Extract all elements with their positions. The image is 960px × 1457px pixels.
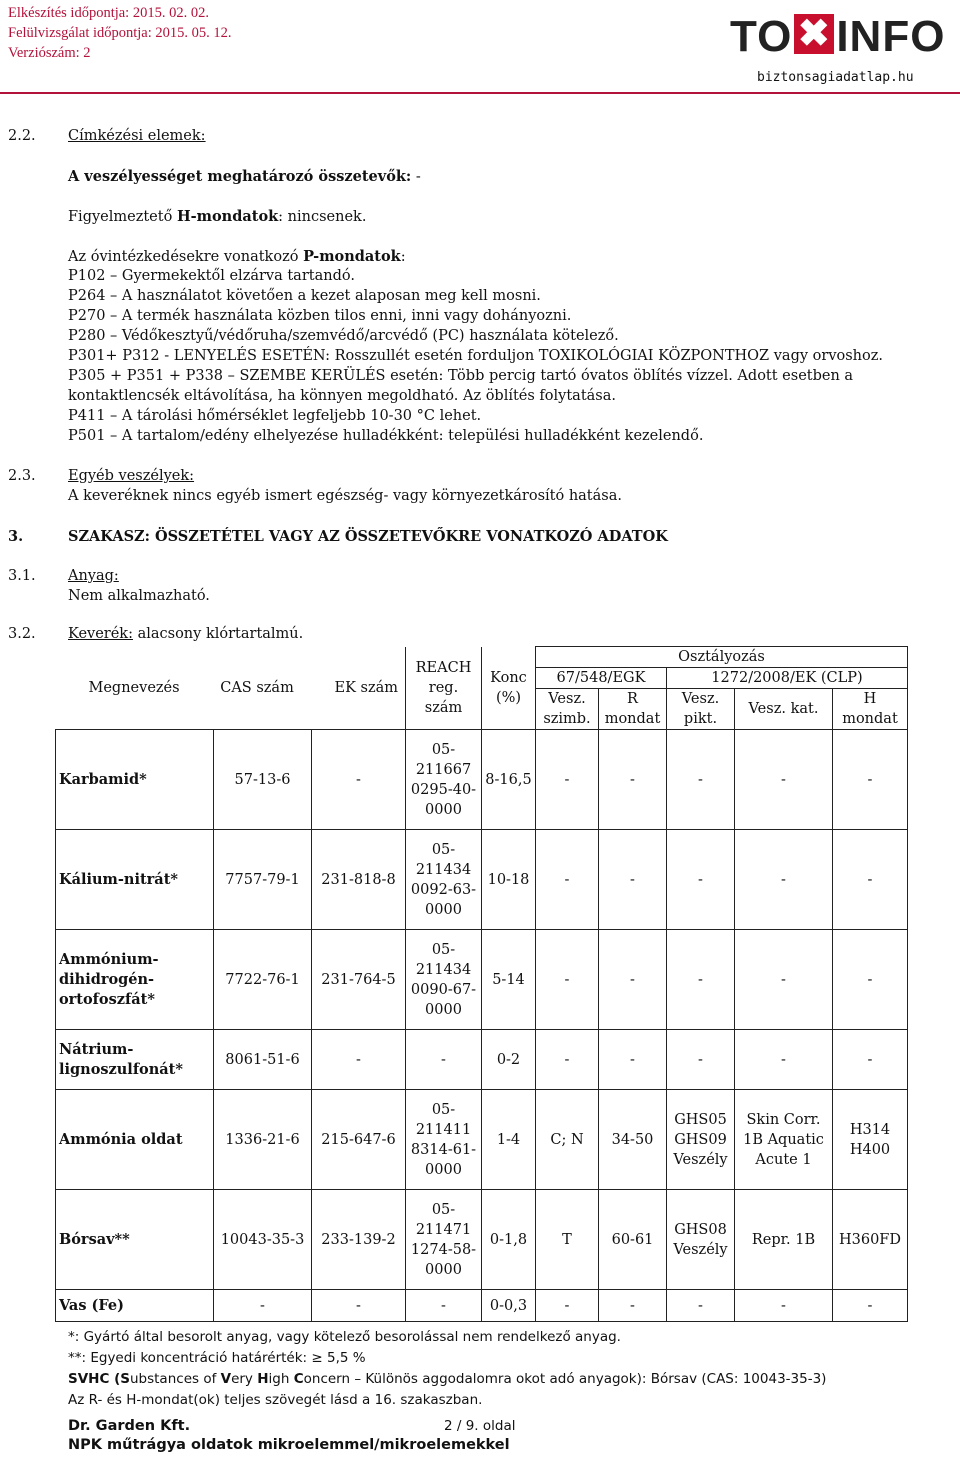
footer-page-number: 2 / 9. oldal	[444, 1418, 516, 1434]
col-header-directive: 67/548/EGK	[536, 668, 667, 689]
section-2-3-title: Egyéb veszélyek:	[68, 468, 195, 484]
p-statement: P280 – Védőkesztyű/védőruha/szemvédő/arcvédő (PC) használata kötelező.	[68, 328, 619, 344]
table-row: Vas (Fe) - - - 0-0,3 - - - - -	[56, 1290, 908, 1322]
p-statements-heading: Az óvintézkedésekre vonatkozó P-mondatok:	[68, 248, 406, 265]
footnote-svhc: SVHC (Substances of Very High Concern – Különös aggodalomra okot adó anyagok): Bórsav (CAS: 10043-35-3)	[68, 1371, 827, 1387]
table-row: Bórsav** 10043-35-3 233-139-2 05-211471 1274-58-0000 0-1,8 T 60-61 GHS08 Veszély Repr. 1B H360FD	[56, 1190, 908, 1290]
section-3-2-title: Keverék: alacsony klórtartalmú.	[68, 626, 304, 642]
website-link[interactable]: biztonsagiadatlap.hu	[757, 70, 914, 85]
col-header-cas: CAS szám	[220, 679, 294, 696]
p-statement: P305 + P351 + P338 – SZEMBE KERÜLÉS esetén: Több percig tartó óvatos öblítés vízzel. Adott esetben a	[68, 368, 854, 384]
prepared-date: Elkészítés időpontja: 2015. 02. 02.	[8, 5, 209, 21]
col-header-clp: 1272/2008/EK (CLP)	[667, 668, 908, 689]
table-row: Nátrium-lignoszulfonát* 8061-51-6 - - 0-2 - - - - -	[56, 1030, 908, 1090]
header-divider	[0, 92, 960, 94]
revision-date: Felülvizsgálat időpontja: 2015. 05. 12.	[8, 25, 232, 41]
determining-components: A veszélyességet meghatározó összetevők: -	[68, 168, 421, 185]
logo-x-icon: ✖	[794, 14, 834, 54]
composition-table	[55, 646, 908, 1322]
col-header-h-phrase: H mondat	[833, 689, 908, 730]
footer-company: Dr. Garden Kft.	[68, 1418, 191, 1434]
col-header-ek: EK szám	[334, 679, 398, 696]
p-statement: P264 – A használatot követően a kezet alaposan meg kell mosni.	[68, 288, 541, 304]
footnote-manufacturer: *: Gyártó által besorolt anyag, vagy kötelező besorolással nem rendelkező anyag.	[68, 1329, 621, 1345]
logo-text-right: INFO	[836, 12, 946, 61]
p-statement: P501 – A tartalom/edény elhelyezése hulladékként: települési hulladékként kezelendő.	[68, 428, 704, 444]
footer-product: NPK műtrágya oldatok mikroelemmel/mikroelemekkel	[68, 1437, 510, 1453]
col-header-category: Vesz. kat.	[735, 689, 833, 730]
section-2-2-title: Címkézési elemek:	[68, 128, 206, 144]
col-header-r-phrase: R mondat	[599, 689, 667, 730]
col-header-symbol: Vesz. szimb.	[536, 689, 599, 730]
table-head-left	[56, 647, 406, 730]
col-header-classification: Osztályozás	[536, 647, 908, 668]
col-header-name: Megnevezés	[88, 679, 180, 696]
p-statement: P270 – A termék használata közben tilos enni, inni vagy dohányozni.	[68, 308, 572, 324]
section-3-number: 3.	[8, 528, 24, 545]
col-header-pictogram: Vesz. pikt.	[667, 689, 735, 730]
table-row: Kálium-nitrát* 7757-79-1 231-818-8 05-211434 0092-63-0000 10-18 - - - - -	[56, 830, 908, 930]
p-statement: P411 – A tárolási hőmérséklet legfeljebb 10-30 °C lehet.	[68, 408, 482, 424]
col-header-conc: Konc (%)	[482, 647, 536, 730]
p-statement: kontaktlencsék eltávolítása, ha könnyen megoldható. Az öblítés folytatása.	[68, 388, 616, 404]
h-statements-line: Figyelmeztető H-mondatok: nincsenek.	[68, 208, 367, 225]
table-row: Ammónia oldat 1336-21-6 215-647-6 05-211411 8314-61-0000 1-4 C; N 34-50 GHS05 GHS09 Veszély Skin Corr. 1B Aquatic Acute 1 H314 H400	[56, 1090, 908, 1190]
version-number: Verziószám: 2	[8, 45, 91, 61]
table-row: Ammónium-dihidrogén-ortofoszfát* 7722-76-1 231-764-5 05-211434 0090-67-0000 5-14 - - - - -	[56, 930, 908, 1030]
footnote-full-text: Az R- és H-mondat(ok) teljes szövegét lásd a 16. szakaszban.	[68, 1392, 483, 1408]
section-3-1-text: Nem alkalmazható.	[68, 588, 210, 604]
section-3-title: SZAKASZ: ÖSSZETÉTEL VAGY AZ ÖSSZETEVŐKRE VONATKOZÓ ADATOK	[68, 528, 668, 545]
section-2-2-number: 2.2.	[8, 128, 36, 144]
footnote-concentration: **: Egyedi koncentráció határérték: ≥ 5,5 %	[68, 1350, 366, 1366]
logo-text-left: TO	[730, 12, 793, 61]
p-statement: P102 – Gyermekektől elzárva tartandó.	[68, 268, 355, 284]
table-row: Karbamid* 57-13-6 - 05-211667 0295-40-0000 8-16,5 - - - - -	[56, 730, 908, 830]
section-2-3-number: 2.3.	[8, 468, 36, 484]
toxinfo-logo	[730, 12, 945, 62]
section-3-1-number: 3.1.	[8, 568, 36, 584]
section-3-1-title: Anyag:	[68, 568, 119, 584]
section-2-3-text: A keveréknek nincs egyéb ismert egészség- vagy környezetkárosító hatása.	[68, 488, 622, 504]
p-statement: P301+ P312 - LENYELÉS ESETÉN: Rosszullét esetén forduljon TOXIKOLÓGIAI KÖZPONTHOZ vagy orvoshoz.	[68, 348, 884, 364]
section-3-2-number: 3.2.	[8, 626, 36, 642]
col-header-reach: REACH reg. szám	[406, 647, 482, 730]
